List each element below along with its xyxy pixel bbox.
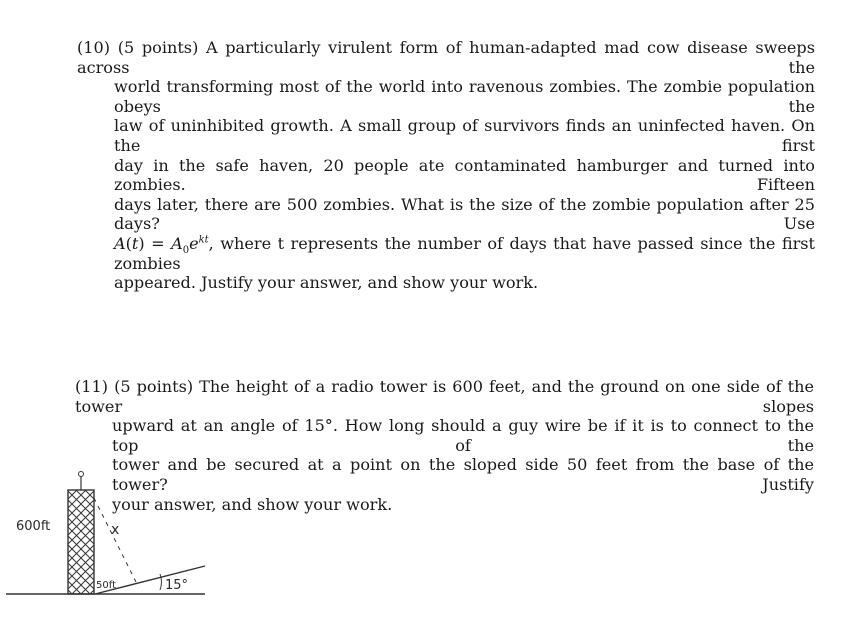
problem-11-line-4: your answer, and show your work. <box>112 494 393 514</box>
tower-icon <box>68 472 94 595</box>
problem-11-line-1: (11) (5 points) The height of a radio tower is 600 feet, and the ground on one side of the tower slopes <box>75 377 814 416</box>
problem-11-line-2: upward at an angle of 15°. How long should a guy wire be if it is to connect to the top of the <box>112 416 814 455</box>
height-label: 600ft <box>16 519 51 534</box>
distance-label: 50ft <box>96 580 116 591</box>
problem-10-line-3: law of uninhibited growth. A small group of survivors finds an uninfected haven. On the first <box>114 116 815 155</box>
angle-label: 15° <box>165 578 189 593</box>
wire-label: x <box>111 522 120 538</box>
problem-10-line-5: days later, there are 500 zombies. What is the size of the zombie population after 25 days? Use <box>114 194 815 234</box>
problem-10-number: (10) <box>77 38 111 57</box>
problem-10-formula-line: $A(t) = A_0e^{kt}$, where t represents the number of days that have passed since the first zombies <box>114 233 815 273</box>
problem-10 <box>77 38 815 293</box>
problem-10-line-2: world transforming most of the world into ravenous zombies. The zombie population obeys the <box>114 77 815 116</box>
problem-10-line-4: day in the safe haven, 20 people ate contaminated hamburger and turned into zombies. Fifteen <box>114 155 815 195</box>
problem-10-line-1: (10) (5 points) A particularly virulent form of human-adapted mad cow disease sweeps across the <box>77 38 815 77</box>
guy-wire-line <box>94 498 136 582</box>
problem-11-number: (11) <box>75 377 109 396</box>
angle-arc-icon <box>160 574 162 590</box>
formula: A <box>114 233 126 253</box>
problem-10-line-7: appeared. Justify your answer, and show your work. <box>114 273 539 293</box>
problem-10-points: (5 points) <box>117 38 199 57</box>
tower-sketch <box>0 468 260 608</box>
problem-11-line-3: tower and be secured at a point on the sloped side 50 feet from the base of the tower? Justify <box>112 455 814 494</box>
problem-11-points: (5 points) <box>114 377 194 396</box>
